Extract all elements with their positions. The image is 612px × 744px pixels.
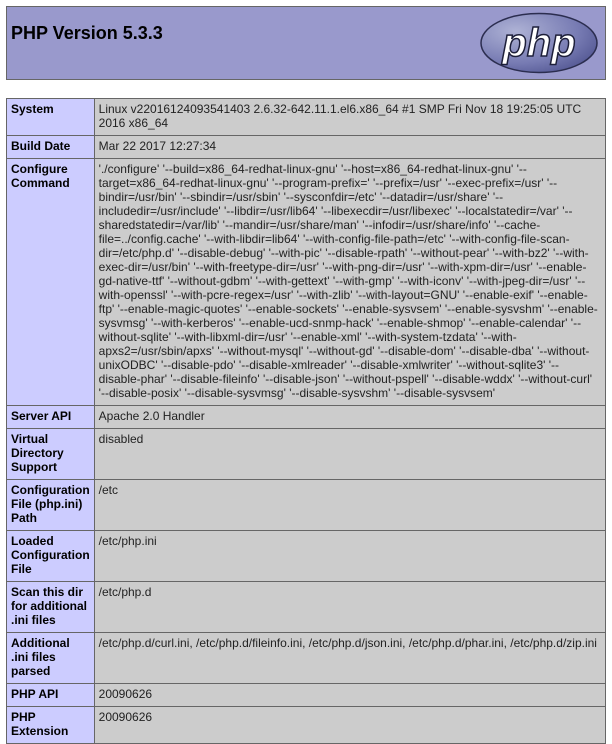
row-label: System — [7, 99, 95, 136]
table-row — [7, 582, 606, 633]
row-label: Configure Command — [7, 159, 95, 406]
row-label: Loaded Configuration File — [7, 531, 95, 582]
table-row — [7, 136, 606, 159]
php-logo-icon — [479, 12, 599, 74]
row-value: Apache 2.0 Handler — [94, 406, 605, 429]
table-row — [7, 633, 606, 684]
row-label: Virtual Directory Support — [7, 429, 95, 480]
row-label: Additional .ini files parsed — [7, 633, 95, 684]
row-label: Server API — [7, 406, 95, 429]
table-row — [7, 480, 606, 531]
row-value: disabled — [94, 429, 605, 480]
php-logo[interactable] — [479, 12, 599, 79]
info-table — [6, 98, 606, 744]
row-value: /etc/php.d — [94, 582, 605, 633]
row-label: PHP Extension — [7, 707, 95, 744]
row-value: 20090626 — [94, 707, 605, 744]
row-value: /etc — [94, 480, 605, 531]
table-row — [7, 429, 606, 480]
table-row — [7, 159, 606, 406]
row-value: /etc/php.d/curl.ini, /etc/php.d/fileinfo.ini, /etc/php.d/json.ini, /etc/php.d/phar.ini, /etc/php.d/zip.ini — [94, 633, 605, 684]
page-header — [6, 6, 606, 80]
php-logo-text: php — [502, 21, 576, 65]
row-value: 20090626 — [94, 684, 605, 707]
row-label: Scan this dir for additional .ini files — [7, 582, 95, 633]
row-value: './configure' '--build=x86_64-redhat-linux-gnu' '--host=x86_64-redhat-linux-gnu' '--target=x86_64-redhat-linux-gnu' '--program-prefix=' '--prefix=/usr' '--exec-prefix=/usr' '--bindir=/usr/bin' '--sbindir=/usr/sbin' '--sysconfdir=/etc' '--datadir=/usr/share' '--includedir=/usr/include' '--libdir=/usr/lib64' '--libexecdir=/usr/libexec' '--localstatedir=/var' '--sharedstatedir=/var/lib' '--mandir=/usr/share/man' '--infodir=/usr/share/info' '--cache-file=../config.cache' '--with-libdir=lib64' '--with-config-file-path=/etc' '--with-config-file-scan-dir=/etc/php.d' '--disable-debug' '--with-pic' '--disable-rpath' '--without-pear' '--with-bz2' '--with-exec-dir=/usr/bin' '--with-freetype-dir=/usr' '--with-png-dir=/usr' '--with-xpm-dir=/usr' '--enable-gd-native-ttf' '--without-gdbm' '--with-gettext' '--with-gmp' '--with-iconv' '--with-jpeg-dir=/usr' '--with-openssl' '--with-pcre-regex=/usr' '--with-zlib' '--with-layout=GNU' '--enable-exif' '--enable-ftp' '--enable-magic-quotes' '--enable-sockets' '--enable-sysvsem' '--enable-sysvshm' '--enable-sysvmsg' '--with-kerberos' '--enable-ucd-snmp-hack' '--enable-shmop' '--enable-calendar' '--without-sqlite' '--with-libxml-dir=/usr' '--enable-xml' '--with-system-tzdata' '--with-apxs2=/usr/sbin/apxs' '--without-mysql' '--without-gd' '--disable-dom' '--disable-dba' '--without-unixODBC' '--disable-pdo' '--disable-xmlreader' '--disable-xmlwriter' '--without-sqlite3' '--disable-phar' '--disable-fileinfo' '--disable-json' '--without-pspell' '--disable-wddx' '--without-curl' '--disable-posix' '--disable-sysvmsg' '--disable-sysvshm' '--disable-sysvsem' — [94, 159, 605, 406]
table-row — [7, 684, 606, 707]
row-label: Configuration File (php.ini) Path — [7, 480, 95, 531]
table-row — [7, 406, 606, 429]
row-value: /etc/php.ini — [94, 531, 605, 582]
row-value: Mar 22 2017 12:27:34 — [94, 136, 605, 159]
row-label: PHP API — [7, 684, 95, 707]
row-label: Build Date — [7, 136, 95, 159]
table-row — [7, 707, 606, 744]
row-value: Linux v22016124093541403 2.6.32-642.11.1.el6.x86_64 #1 SMP Fri Nov 18 19:25:05 UTC 2016 x86_64 — [94, 99, 605, 136]
table-row — [7, 99, 606, 136]
page-title: PHP Version 5.3.3 — [11, 23, 163, 43]
table-row — [7, 531, 606, 582]
